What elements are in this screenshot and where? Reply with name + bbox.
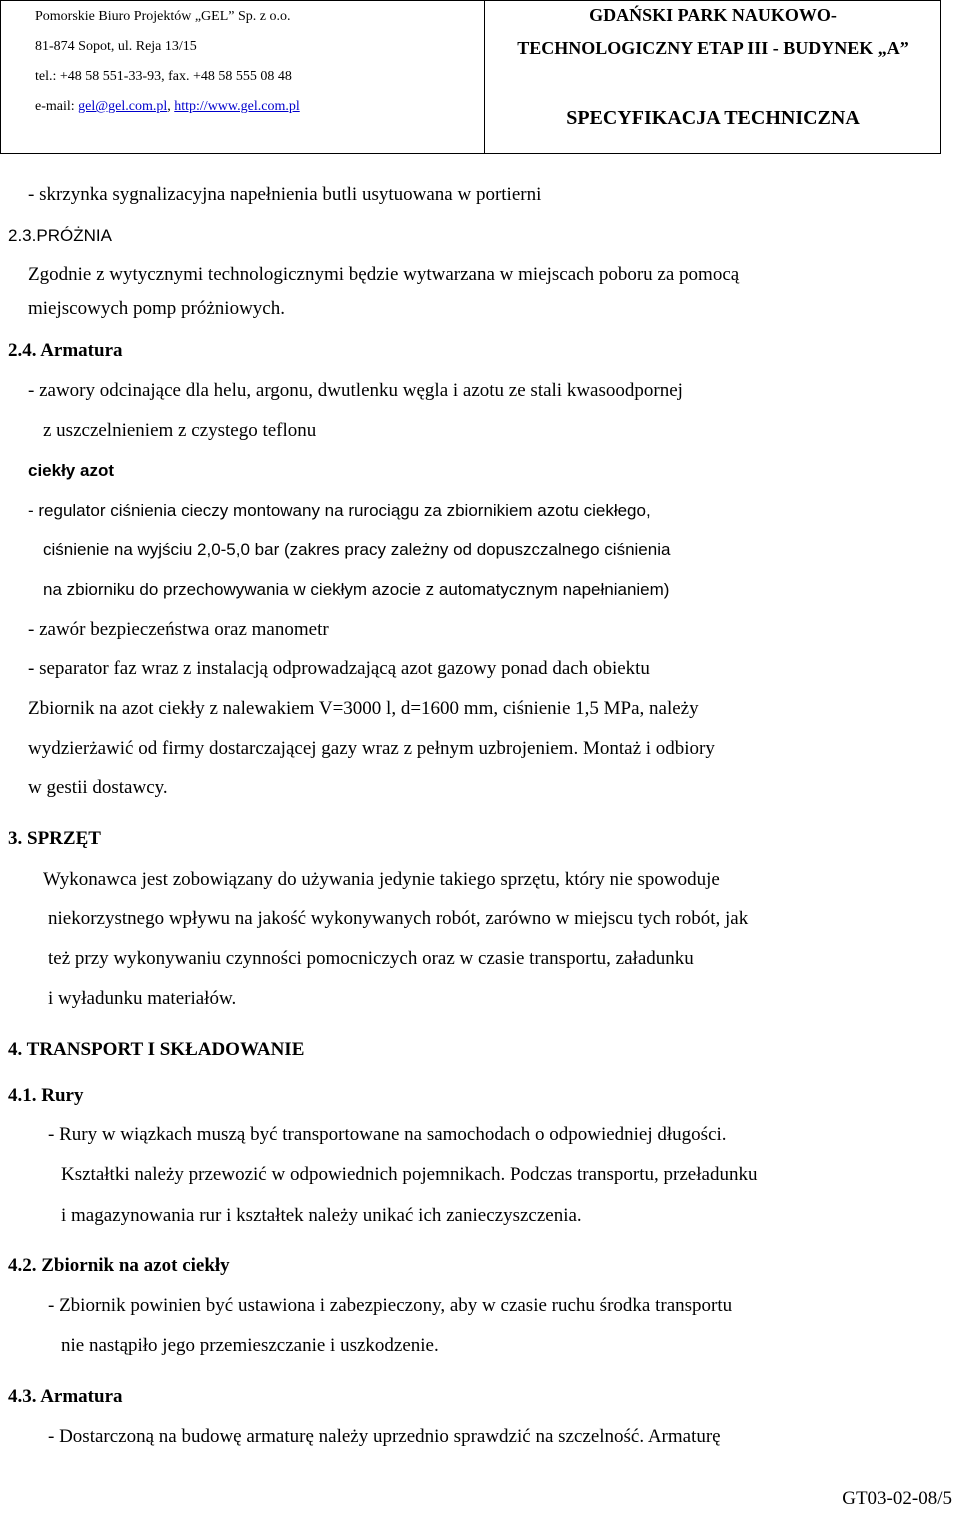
list-item-separator-faz: - separator faz wraz z instalacją odprowadzającą azot gazowy ponad dach obiektu (28, 658, 650, 679)
company-contact (35, 99, 300, 115)
list-item-zawory-line1: - zawory odcinające dla helu, argonu, dwutlenku węgla i azotu ze stali kwasoodpornej (28, 380, 683, 401)
list-item-zbiornik-transport-line2: nie nastąpiło jego przemieszczanie i uszkodzenie. (61, 1335, 439, 1356)
heading-3: 3. SPRZĘT (8, 828, 101, 849)
list-item-armatura-line1: - Dostarczoną na budowę armaturę należy uprzednio sprawdzić na szczelność. Armaturę (48, 1426, 721, 1447)
project-title-line1: GDAŃSKI PARK NAUKOWO- (589, 5, 837, 25)
paragraph-proznia-line1: Zgodnie z wytycznymi technologicznymi będzie wytwarzana w miejscach poboru za pomocą (28, 264, 740, 285)
list-item-regulator-line3: na zbiorniku do przechowywania w ciekłym azocie z automatycznym napełnianiem) (43, 580, 670, 599)
heading-4: 4. TRANSPORT I SKŁADOWANIE (8, 1039, 305, 1060)
list-item-rury-line3: i magazynowania rur i kształtek należy unikać ich zanieczyszczenia. (61, 1205, 582, 1226)
email-label: e-mail: (35, 99, 79, 114)
list-item-zawory-line2: z uszczelnieniem z czystego teflonu (43, 420, 317, 441)
paragraph-sprzet-line1: Wykonawca jest zobowiązany do używania jedynie takiego sprzętu, który nie spowoduje (43, 869, 720, 890)
company-info-block (1, 1, 485, 153)
contact-separator: , (167, 99, 175, 114)
page-code-footer: GT03-02-08/5 (842, 1488, 952, 1509)
heading-2-4: 2.4. Armatura (8, 340, 123, 361)
paragraph-zbiornik-line2: wydzierżawić od firmy dostarczającej gazy wraz z pełnym uzbrojeniem. Montaż i odbiory (28, 738, 715, 759)
paragraph-proznia-line2: miejscowych pomp próżniowych. (28, 298, 285, 319)
list-item-skrzynka: - skrzynka sygnalizacyjna napełnienia butli usytuowana w portierni (28, 184, 542, 205)
heading-4-1: 4.1. Rury (8, 1085, 84, 1106)
heading-4-3: 4.3. Armatura (8, 1386, 123, 1407)
paragraph-zbiornik-line1: Zbiornik na azot ciekły z nalewakiem V=3000 l, d=1600 mm, ciśnienie 1,5 MPa, należy (28, 698, 699, 719)
project-title-line2: TECHNOLOGICZNY ETAP III - BUDYNEK „A” (517, 38, 909, 58)
paragraph-sprzet-line4: i wyładunku materiałów. (48, 988, 237, 1009)
list-item-zawor-bezpieczenstwa: - zawór bezpieczeństwa oraz manometr (28, 619, 329, 640)
list-item-rury-line1: - Rury w wiązkach muszą być transportowane na samochodach o odpowiedniej długości. (48, 1124, 727, 1145)
list-item-regulator-line2: ciśnienie na wyjściu 2,0-5,0 bar (zakres pracy zależny od dopuszczalnego ciśnienia (43, 540, 671, 559)
email-link[interactable]: gel@gel.com.pl (78, 99, 168, 114)
company-phone-fax: tel.: +48 58 551-33-93, fax. +48 58 555 08 48 (35, 69, 292, 84)
page-header (0, 0, 941, 154)
heading-2-3: 2.3.PRÓŻNIA (8, 226, 112, 245)
heading-4-2: 4.2. Zbiornik na azot ciekły (8, 1255, 230, 1276)
list-item-rury-line2: Kształtki należy przewozić w odpowiednich pojemnikach. Podczas transportu, przeładunku (61, 1164, 758, 1185)
project-info-block (486, 1, 940, 153)
list-item-regulator-line1: - regulator ciśnienia cieczy montowany na rurociągu za zbiornikiem azotu ciekłego, (28, 501, 651, 520)
company-name: Pomorskie Biuro Projektów „GEL” Sp. z o.o. (35, 9, 291, 24)
company-address: 81-874 Sopot, ul. Reja 13/15 (35, 39, 197, 54)
paragraph-sprzet-line2: niekorzystnego wpływu na jakość wykonywanych robót, zarówno w miejscu tych robót, jak (48, 908, 749, 929)
document-type: SPECYFIKACJA TECHNICZNA (566, 107, 860, 129)
paragraph-sprzet-line3: też przy wykonywaniu czynności pomocniczych oraz w czasie transportu, załadunku (48, 948, 694, 969)
paragraph-zbiornik-line3: w gestii dostawcy. (28, 777, 168, 798)
subheading-ciekly-azot: ciekły azot (28, 461, 114, 480)
website-link[interactable]: http://www.gel.com.pl (174, 99, 300, 114)
list-item-zbiornik-transport-line1: - Zbiornik powinien być ustawiona i zabezpieczony, aby w czasie ruchu środka transportu (48, 1295, 733, 1316)
